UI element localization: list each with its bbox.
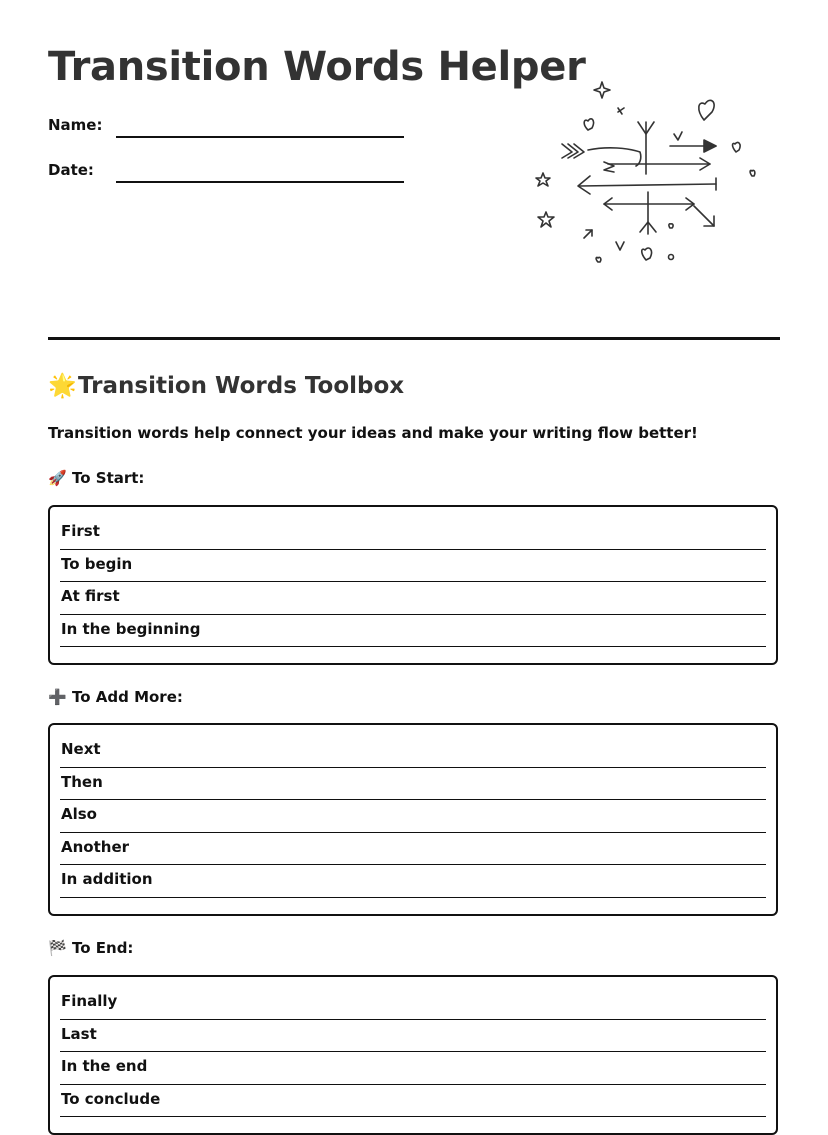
rocket-icon: 🚀 xyxy=(48,469,67,487)
group-label: To Start: xyxy=(72,469,145,487)
glowing-star-icon: 🌟 xyxy=(48,373,77,399)
arrows-hearts-stars-doodle-icon xyxy=(528,72,768,272)
word-item: In the end xyxy=(60,1052,766,1085)
word-item: To begin xyxy=(60,550,766,583)
word-box-to-add-more xyxy=(48,723,778,916)
toolbox-intro: Transition words help connect your ideas and make your writing flow better! xyxy=(48,424,698,442)
word-item: At first xyxy=(60,582,766,615)
section-divider xyxy=(48,337,780,340)
word-item: First xyxy=(60,517,766,550)
plus-icon: ➕ xyxy=(48,688,67,706)
word-item: Then xyxy=(60,768,766,801)
group-heading-to-start xyxy=(48,469,144,487)
toolbox-title-text: Transition Words Toolbox xyxy=(78,373,405,399)
word-item: In addition xyxy=(60,865,766,898)
date-label: Date: xyxy=(48,161,94,179)
group-heading-to-end xyxy=(48,939,133,957)
word-item: To conclude xyxy=(60,1085,766,1118)
page-title: Transition Words Helper xyxy=(48,44,586,90)
word-item: Last xyxy=(60,1020,766,1053)
name-label: Name: xyxy=(48,116,103,134)
word-box-to-start xyxy=(48,505,778,665)
checkered-flag-icon: 🏁 xyxy=(48,939,67,957)
date-line[interactable] xyxy=(116,181,404,183)
name-field[interactable] xyxy=(48,116,408,140)
name-line[interactable] xyxy=(116,136,404,138)
toolbox-title xyxy=(48,372,404,399)
word-box-to-end xyxy=(48,975,778,1135)
group-label: To Add More: xyxy=(72,688,183,706)
group-label: To End: xyxy=(72,939,134,957)
word-item: Another xyxy=(60,833,766,866)
group-heading-to-add-more xyxy=(48,688,183,706)
date-field[interactable] xyxy=(48,161,408,185)
word-item: Finally xyxy=(60,987,766,1020)
word-item: Next xyxy=(60,735,766,768)
word-item: In the beginning xyxy=(60,615,766,648)
word-item: Also xyxy=(60,800,766,833)
